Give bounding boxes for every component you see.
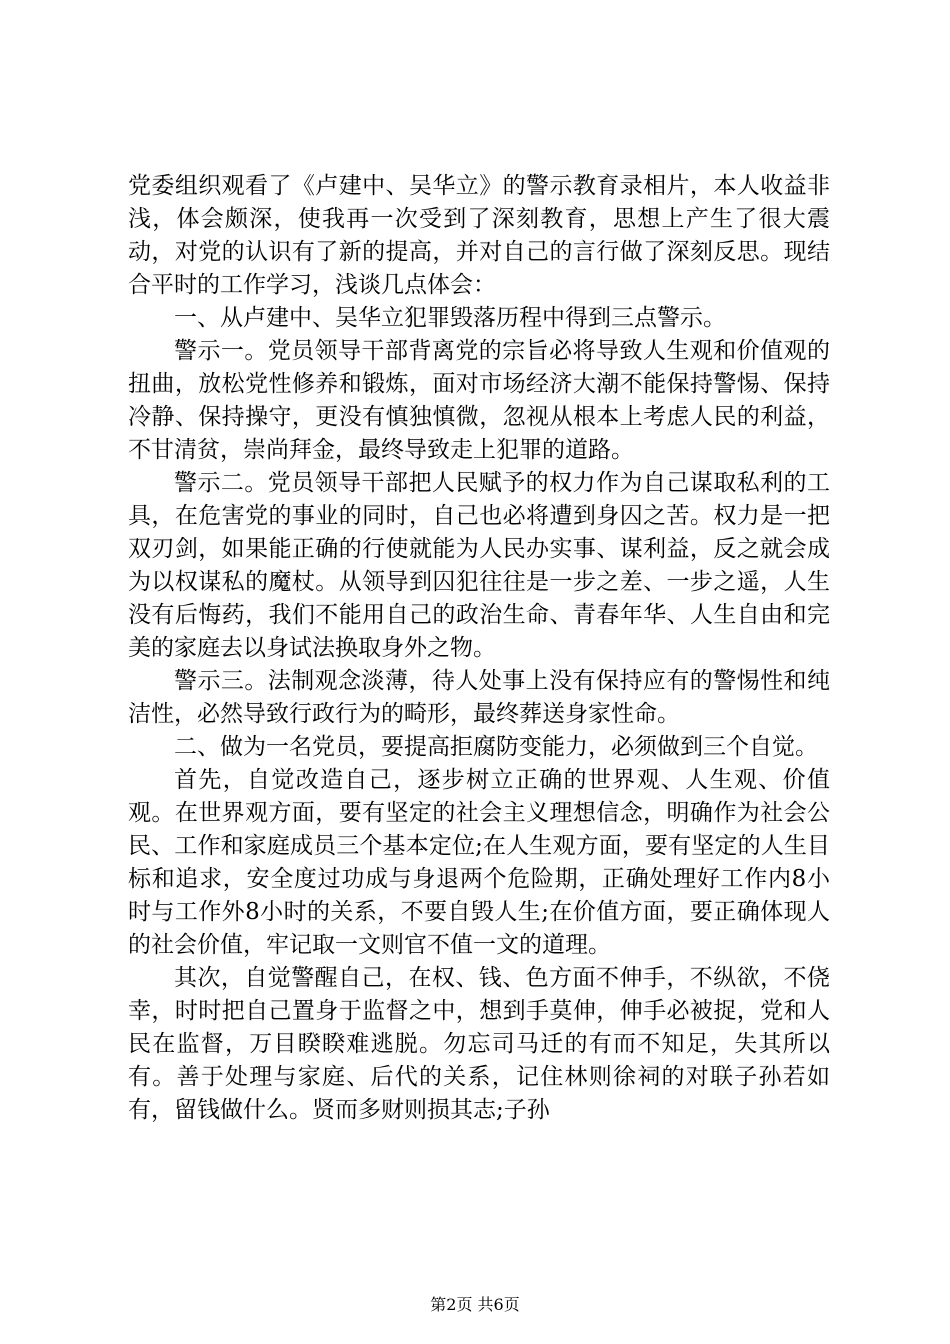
paragraph-intro: 党委组织观看了《卢建中、吴华立》的警示教育录相片，本人收益非浅，体会颇深，使我再一次受到了深刻教育，思想上产生了很大震动，对党的认识有了新的提高，并对自己的言行做了深刻反思。现结合平时的工作学习，浅谈几点体会： <box>128 173 830 298</box>
paragraph-section-2-heading: 二、做为一名党员，要提高拒腐防变能力，必须做到三个自觉。 <box>174 734 818 760</box>
paragraph-warning-3: 警示三。法制观念淡薄，待人处事上没有保持应有的警惕性和纯洁性，必然导致行政行为的畸形，最终葬送身家性命。 <box>128 668 830 727</box>
paragraph-section-1-heading: 一、从卢建中、吴华立犯罪毁落历程中得到三点警示。 <box>174 305 726 331</box>
paragraph-first: 首先，自觉改造自己，逐步树立正确的世界观、人生观、价值观。在世界观方面，要有坚定的社会主义理想信念，明确作为社会公民、工作和家庭成员三个基本定位;在人生观方面，要有坚定的人生目标和追求，安全度过功成与身退两个危险期，正确处理好工作内8小时与工作外8小时的关系，不要自毁人生;在价值方面，要正确体现人的社会价值，牢记取一文则官不值一文的道理。 <box>128 767 830 958</box>
paragraph-second: 其次，自觉警醒自己，在权、钱、色方面不伸手，不纵欲，不侥幸，时时把自己置身于监督之中，想到手莫伸，伸手必被捉，党和人民在监督，万目睽睽难逃脱。勿忘司马迁的有而不知足，失其所以有。善于处理与家庭、后代的关系，记住林则徐祠的对联子孙若如有，留钱做什么。贤而多财则损其志;子孙 <box>128 965 830 1123</box>
document-body <box>128 170 830 1127</box>
paragraph-warning-2: 警示二。党员领导干部把人民赋予的权力作为自己谋取私利的工具，在危害党的事业的同时，自己也必将遭到身囚之苦。权力是一把双刃剑，如果能正确的行使就能为人民办实事、谋利益，反之就会成为以权谋私的魔杖。从领导到囚犯往往是一步之差、一步之遥，人生没有后悔药，我们不能用自己的政治生命、青春年华、人生自由和完美的家庭去以身试法换取身外之物。 <box>128 470 830 661</box>
page-number-footer: 第2页 共6页 <box>430 1295 520 1314</box>
paragraph-warning-1: 警示一。党员领导干部背离党的宗旨必将导致人生观和价值观的扭曲，放松党性修养和锻炼，面对市场经济大潮不能保持警惕、保持冷静、保持操守，更没有慎独慎微，忽视从根本上考虑人民的利益，不甘清贫，崇尚拜金，最终导致走上犯罪的道路。 <box>128 338 830 463</box>
